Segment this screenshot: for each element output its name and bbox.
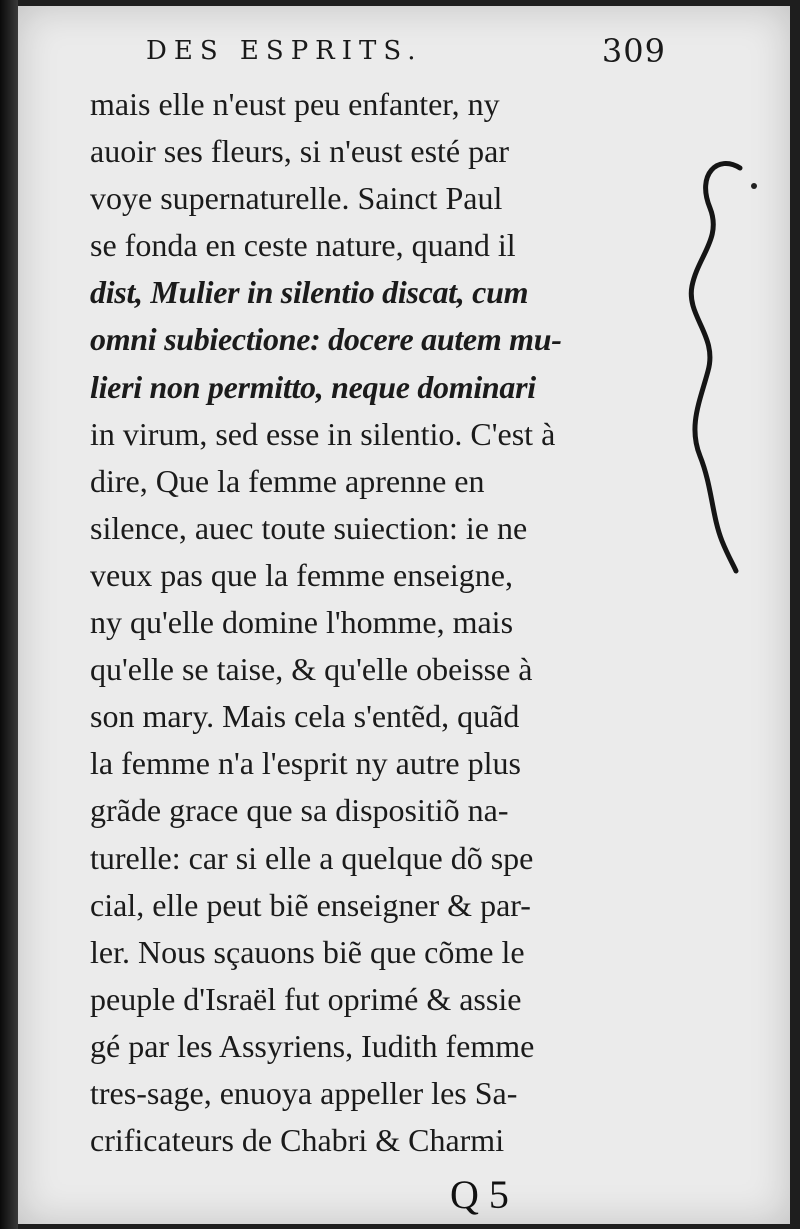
text-line: gé par les Assyriens, Iudith femme [90,1027,535,1064]
body-text [90,81,660,1164]
text-line: ler. Nous sçauons biẽ que cõme le [90,933,525,970]
text-line: peuple d'Israël fut oprimé & assie [90,980,522,1017]
text-line: cial, elle peut biẽ enseigner & par- [90,886,531,923]
text-line: voye supernaturelle. Sainct Paul [90,180,503,217]
text-line: in virum, sed esse in silentio. C'est à [90,415,556,452]
text-line: dire, Que la femme aprenne en [90,462,485,499]
text-line-latin: lieri non permitto, neque dominari [90,368,536,405]
text-line: son mary. Mais cela s'entẽd, quãd [90,698,520,735]
text-line: grãde grace que sa dispositiõ na- [90,792,509,829]
text-line: turelle: car si elle a quelque dõ spe [90,839,534,876]
text-line: veux pas que la femme enseigne, [90,556,513,593]
text-line: ny qu'elle domine l'homme, mais [90,604,514,641]
text-line: se fonda en ceste nature, quand il [90,227,516,264]
text-line: crificateurs de Chabri & Charmi [90,1122,505,1159]
text-line-latin: omni subiectione: docere autem mu- [90,321,562,358]
running-title: DES ESPRITS. [146,36,423,66]
text-line: la femme n'a l'esprit ny autre plus [90,745,521,782]
running-header [146,32,666,70]
text-line: auoir ses fleurs, si n'eust esté par [90,133,509,170]
signature-mark: Q 5 [450,1172,509,1217]
page-number: 309 [601,32,666,70]
book-gutter-shadow [0,0,18,1229]
handwritten-margin-bracket [678,156,758,576]
text-line: mais elle n'eust peu enfanter, ny [90,86,500,122]
text-line-latin: dist, Mulier in silentio discat, cum [90,274,529,311]
text-line: qu'elle se taise, & qu'elle obeisse à [90,651,533,688]
text-line: silence, auec toute suiection: ie ne [90,509,528,546]
book-page [18,6,790,1224]
text-line: tres-sage, enuoya appeller les Sa- [90,1074,518,1111]
